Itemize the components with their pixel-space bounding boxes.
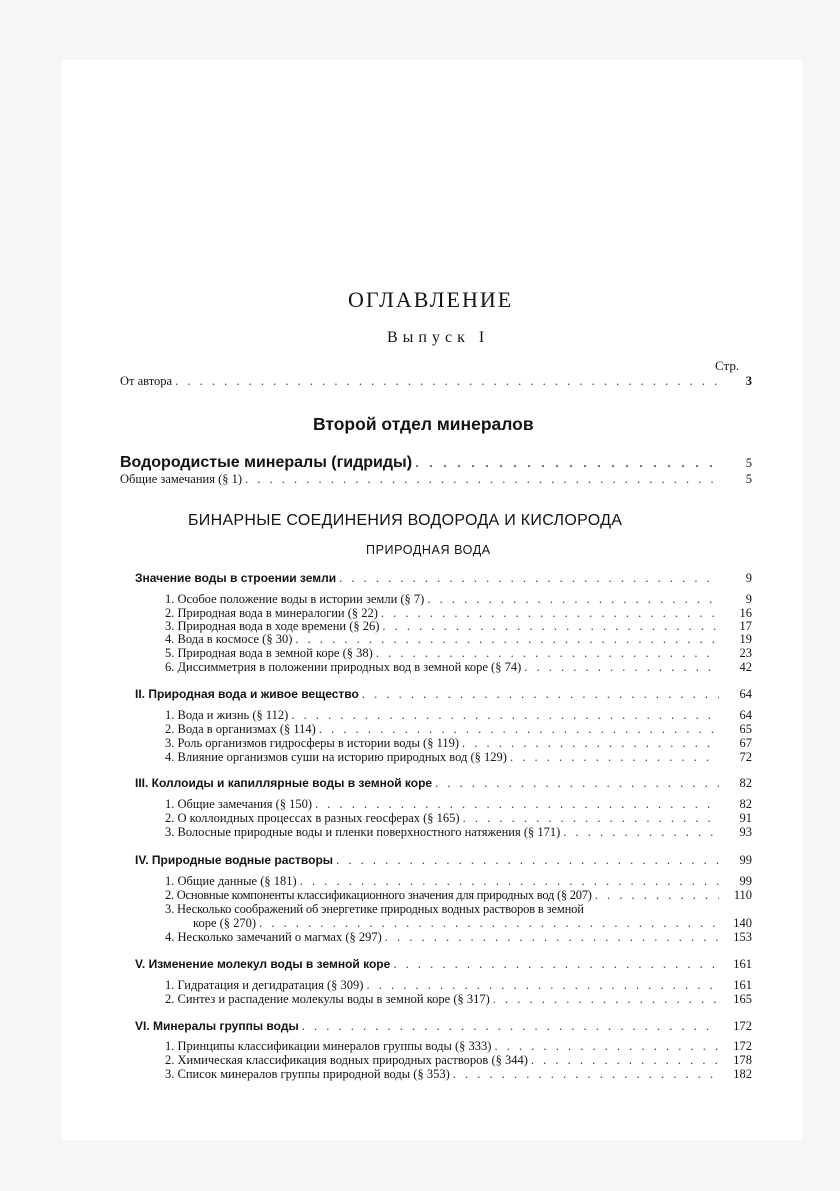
leader-dots bbox=[376, 646, 719, 661]
toc-entry[interactable] bbox=[165, 722, 752, 737]
toc-entry-label: 3. Природная вода в ходе времени (§ 26) bbox=[165, 619, 380, 633]
toc-entry-label: 2. О коллоидных процессах в разных геосферах (§ 165) bbox=[165, 811, 460, 825]
toc-entry-hydrides[interactable] bbox=[120, 453, 752, 473]
toc-entry-page: 23 bbox=[739, 646, 752, 660]
toc-entry-label: От автора bbox=[120, 374, 173, 388]
toc-entry[interactable] bbox=[165, 660, 752, 675]
leader-dots bbox=[463, 811, 719, 826]
toc-entry[interactable] bbox=[165, 902, 752, 917]
toc-entry-label: 5. Природная вода в земной коре (§ 38) bbox=[165, 646, 373, 660]
leader-dots bbox=[493, 992, 719, 1007]
toc-entry-label: 1. Общие данные (§ 181) bbox=[165, 874, 297, 888]
toc-entry[interactable] bbox=[165, 992, 752, 1007]
leader-dots bbox=[494, 1039, 719, 1054]
toc-entry-label: 2. Вода в организмах (§ 114) bbox=[165, 722, 316, 736]
leader-dots bbox=[302, 1019, 719, 1034]
toc-entry[interactable] bbox=[165, 646, 752, 661]
toc-section-page: 161 bbox=[733, 957, 752, 971]
toc-entry[interactable] bbox=[165, 797, 752, 812]
toc-section-label: VI. Минералы группы воды bbox=[135, 1019, 299, 1033]
toc-entry-label: 3. Волосные природные воды и пленки поверхностного натяжения (§ 171) bbox=[165, 825, 561, 839]
toc-entry-general-remarks[interactable] bbox=[120, 472, 752, 487]
toc-entry[interactable] bbox=[165, 736, 752, 751]
toc-entry-page: 99 bbox=[739, 874, 752, 888]
leader-dots bbox=[531, 1053, 719, 1068]
toc-entry[interactable] bbox=[165, 750, 752, 765]
natural-water-heading: ПРИРОДНАЯ ВОДА bbox=[366, 543, 491, 557]
department-heading: Второй отдел минералов bbox=[313, 414, 534, 434]
toc-section[interactable] bbox=[135, 687, 752, 702]
toc-entry-page: 64 bbox=[739, 708, 752, 722]
toc-entry[interactable] bbox=[165, 1039, 752, 1054]
toc-entry-page: 153 bbox=[733, 930, 752, 944]
toc-entry[interactable] bbox=[165, 874, 752, 889]
leader-dots bbox=[524, 660, 719, 675]
toc-section[interactable] bbox=[135, 776, 752, 791]
toc-entry-page: 178 bbox=[733, 1053, 752, 1067]
toc-entry[interactable] bbox=[165, 1067, 752, 1082]
toc-entry-label: 1. Вода и жизнь (§ 112) bbox=[165, 708, 289, 722]
toc-entry[interactable] bbox=[165, 825, 752, 840]
toc-entry-page: 82 bbox=[739, 797, 752, 811]
leader-dots bbox=[339, 571, 719, 586]
toc-entry-label: Водородистые минералы (гидриды) bbox=[120, 454, 413, 471]
toc-section[interactable] bbox=[135, 957, 752, 972]
toc-entry-page: 3 bbox=[745, 374, 752, 388]
toc-entry-page: 72 bbox=[739, 750, 752, 764]
toc-entry-from-author[interactable] bbox=[120, 374, 752, 389]
binary-compounds-heading: БИНАРНЫЕ СОЕДИНЕНИЯ ВОДОРОДА И КИСЛОРОДА bbox=[188, 512, 623, 529]
leader-dots bbox=[362, 687, 719, 702]
toc-entry-page: 110 bbox=[733, 888, 752, 902]
toc-entry-label: 3. Несколько соображений об энергетике природных водных растворов в земной bbox=[165, 902, 584, 916]
toc-entry-page: 182 bbox=[733, 1067, 752, 1081]
leader-dots bbox=[319, 722, 719, 737]
leader-dots bbox=[563, 825, 719, 840]
leader-dots bbox=[385, 930, 719, 945]
toc-entry-page: 42 bbox=[739, 660, 752, 674]
toc-entry-page: 161 bbox=[733, 978, 752, 992]
toc-section-page: 9 bbox=[745, 571, 752, 585]
leader-dots bbox=[435, 776, 719, 791]
toc-section-page: 82 bbox=[739, 776, 752, 790]
toc-entry[interactable] bbox=[165, 1053, 752, 1068]
toc-entry[interactable] bbox=[165, 811, 752, 826]
toc-section-label: IV. Природные водные растворы bbox=[135, 853, 334, 867]
leader-dots bbox=[336, 853, 719, 868]
toc-entry-page: 165 bbox=[733, 992, 752, 1006]
toc-entry[interactable] bbox=[165, 978, 752, 993]
toc-entry-label: 1. Особое положение воды в истории земли (§ 7) bbox=[165, 592, 425, 606]
toc-section-label: Значение воды в строении земли bbox=[135, 571, 337, 585]
toc-entry-page: 5 bbox=[745, 456, 752, 470]
leader-dots bbox=[295, 632, 719, 647]
leader-dots bbox=[462, 736, 719, 751]
toc-section-label: III. Коллоиды и капиллярные воды в земной коре bbox=[135, 776, 433, 790]
toc-entry-page: 5 bbox=[745, 472, 752, 486]
toc-section[interactable] bbox=[135, 1019, 752, 1034]
toc-entry-label: 4. Влияние организмов суши на историю природных вод (§ 129) bbox=[165, 750, 507, 764]
toc-section-page: 172 bbox=[733, 1019, 752, 1033]
leader-dots bbox=[427, 592, 719, 607]
toc-entry[interactable] bbox=[165, 930, 752, 945]
toc-entry-page: 140 bbox=[733, 916, 752, 930]
toc-section-page: 64 bbox=[739, 687, 752, 701]
toc-entry-label: 6. Диссимметрия в положении природных вод в земной коре (§ 74) bbox=[165, 660, 522, 674]
toc-entry-page: 16 bbox=[739, 606, 752, 620]
leader-dots bbox=[175, 374, 719, 389]
toc-section-label: II. Природная вода и живое вещество bbox=[135, 687, 359, 701]
toc-entry-page: 91 bbox=[739, 811, 752, 825]
toc-entry-label: 4. Несколько замечаний о магмах (§ 297) bbox=[165, 930, 382, 944]
leader-dots bbox=[291, 708, 719, 723]
toc-entry-page: 19 bbox=[739, 632, 752, 646]
leader-dots bbox=[595, 888, 719, 903]
toc-entry-label: 1. Общие замечания (§ 150) bbox=[165, 797, 313, 811]
toc-entry-page: 93 bbox=[739, 825, 752, 839]
toc-entry-label: коре (§ 270) bbox=[193, 916, 257, 930]
leader-dots bbox=[245, 472, 719, 487]
toc-entry-label: 3. Список минералов группы природной воды (§ 353) bbox=[165, 1067, 450, 1081]
leader-dots bbox=[415, 453, 719, 473]
toc-entry[interactable] bbox=[165, 592, 752, 607]
toc-entry-page: 172 bbox=[733, 1039, 752, 1053]
toc-entry-page: 65 bbox=[739, 722, 752, 736]
toc-entry-label: 2. Синтез и распадение молекулы воды в земной коре (§ 317) bbox=[165, 992, 490, 1006]
toc-entry-label: Общие замечания (§ 1) bbox=[120, 472, 243, 486]
toc-entry-label: 4. Вода в космосе (§ 30) bbox=[165, 632, 293, 646]
leader-dots bbox=[453, 1067, 719, 1082]
toc-entry-label: 1. Гидратация и дегидратация (§ 309) bbox=[165, 978, 364, 992]
toc-section[interactable] bbox=[135, 853, 752, 868]
leader-dots bbox=[315, 797, 719, 812]
toc-entry[interactable] bbox=[165, 888, 752, 903]
leader-dots bbox=[300, 874, 719, 889]
page-column-label: Стр. bbox=[715, 358, 740, 373]
toc-entry-label: 2. Природная вода в минералогии (§ 22) bbox=[165, 606, 378, 620]
leader-dots bbox=[366, 978, 719, 993]
toc-entry-label: 2. Основные компоненты классификационного значения для природных вод (§ 207) bbox=[165, 888, 592, 902]
toc-entry[interactable] bbox=[165, 708, 752, 723]
toc-entry-continuation[interactable] bbox=[193, 916, 752, 931]
toc-section[interactable] bbox=[135, 571, 752, 586]
leader-dots bbox=[393, 957, 719, 972]
toc-entry-page: 67 bbox=[739, 736, 752, 750]
page-title: ОГЛАВЛЕНИЕ bbox=[348, 287, 514, 312]
leader-dots bbox=[510, 750, 719, 765]
leader-dots bbox=[259, 916, 719, 931]
toc-entry-label: 1. Принципы классификации минералов группы воды (§ 333) bbox=[165, 1039, 492, 1053]
toc-entry-label: 2. Химическая классификация водных природных растворов (§ 344) bbox=[165, 1053, 528, 1067]
toc-entry[interactable] bbox=[165, 632, 752, 647]
toc-section-label: V. Изменение молекул воды в земной коре bbox=[135, 957, 391, 971]
toc-entry-label: 3. Роль организмов гидросферы в истории воды (§ 119) bbox=[165, 736, 460, 750]
volume-label: Выпуск I bbox=[387, 329, 490, 346]
toc-entry-page: 9 bbox=[745, 592, 752, 606]
toc-entry-page: 17 bbox=[739, 619, 752, 633]
toc-section-page: 99 bbox=[739, 853, 752, 867]
